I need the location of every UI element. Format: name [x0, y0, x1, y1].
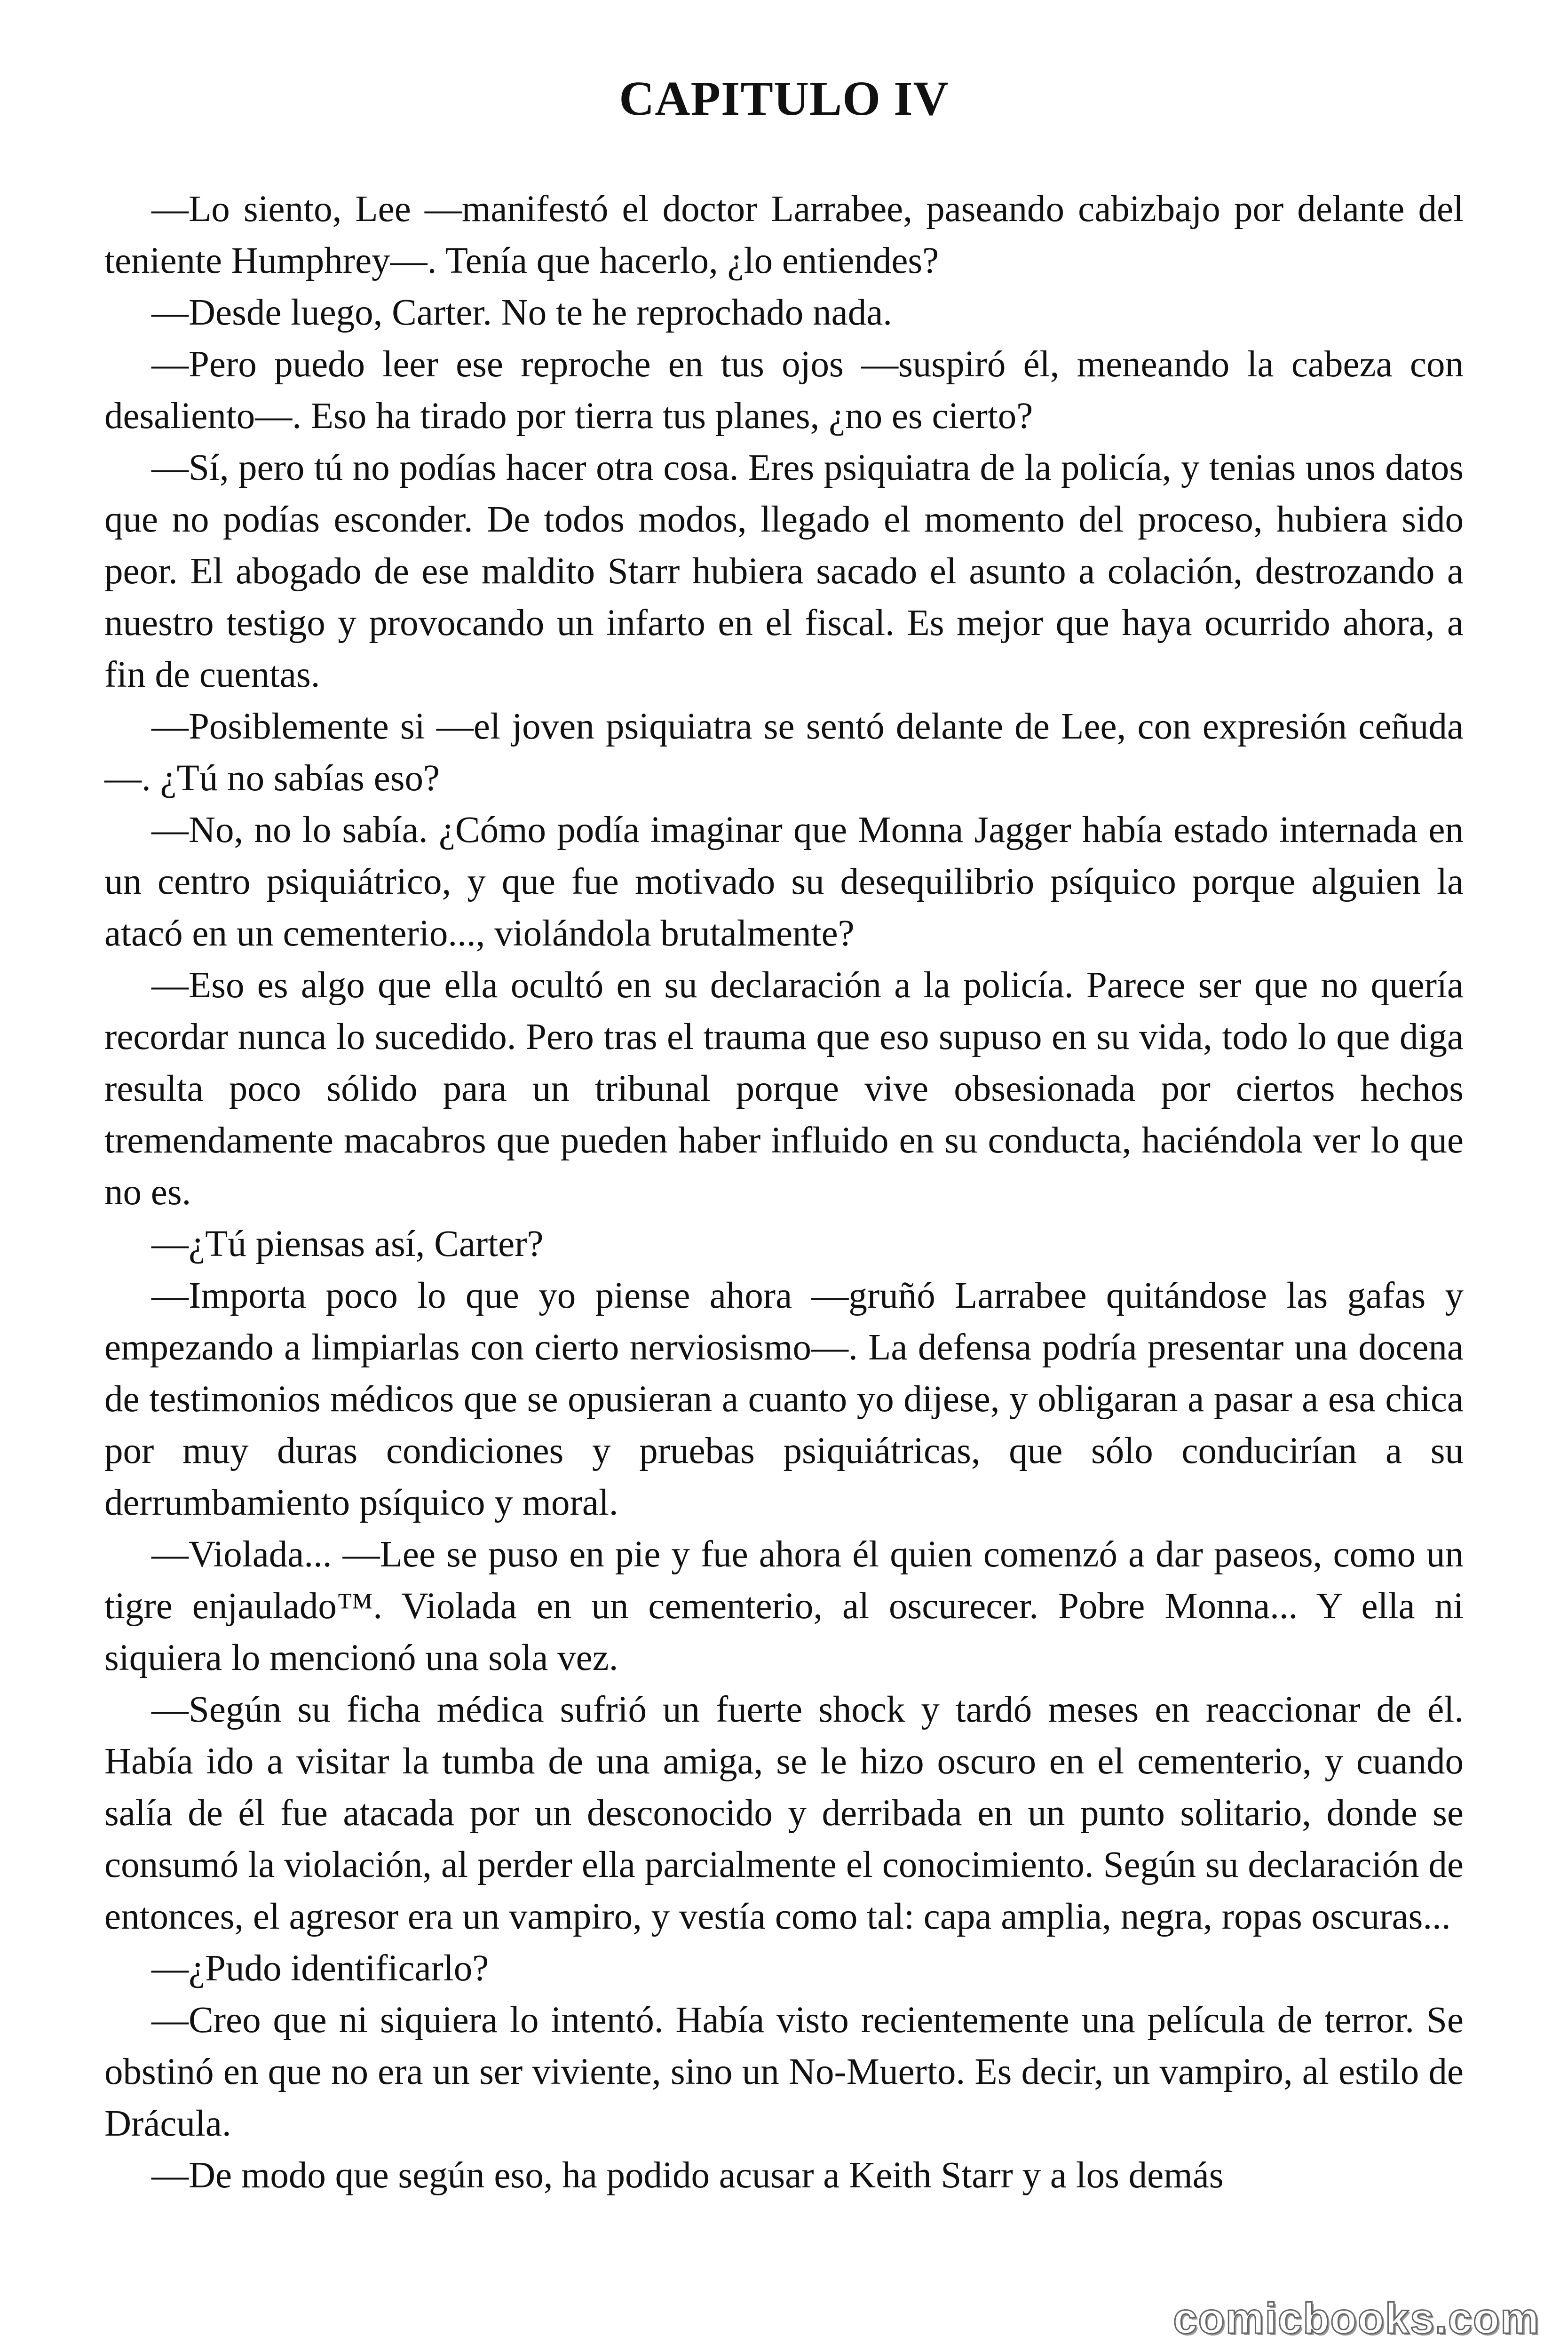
paragraph: —Según su ficha médica sufrió un fuerte shock y tardó meses en reaccionar de él. Había ido a visitar la tumba de una amiga, se le hizo oscuro en el cementerio, y cuando salía de él fue atacada por un desconocido y derribada en un punto solitario, donde se consumó la violación, al perder ella parcialmente el conocimiento. Según su declaración de entonces, el agresor era un vampiro, y vestía como tal: capa amplia, negra, ropas oscuras... — [104, 1689, 1464, 1937]
chapter-body — [104, 183, 1464, 2201]
paragraph: —Creo que ni siquiera lo intentó. Había visto recientemente una película de terror. Se obstinó en que no era un ser viviente, sino un No-Muerto. Es decir, un vampiro, al estilo de Drácula. — [104, 2000, 1464, 2144]
paragraph: —Importa poco lo que yo piense ahora —gruñó Larrabee quitándose las gafas y empezando a limpiarlas con cierto nerviosismo—. La defensa podría presentar una docena de testimonios médicos que se opusieran a cuanto yo dijese, y obligaran a pasar a esa chica por muy duras condiciones y pruebas psiquiátricas, que sólo conducirían a su derrumbamiento psíquico y moral. — [104, 1275, 1464, 1523]
paragraph: —Pero puedo leer ese reproche en tus ojos —suspiró él, meneando la cabeza con desaliento—. Eso ha tirado por tierra tus planes, ¿no es cierto? — [104, 344, 1464, 437]
paragraph: —No, no lo sabía. ¿Cómo podía imaginar que Monna Jagger había estado internada en un centro psiquiátrico, y que fue motivado su desequilibrio psíquico porque alguien la atacó en un cementerio..., violándola brutalmente? — [104, 810, 1464, 954]
watermark-logo: comicbooks.com — [1173, 2295, 1540, 2343]
paragraph: —Eso es algo que ella ocultó en su declaración a la policía. Parece ser que no quería recordar nunca lo sucedido. Pero tras el trauma que eso supuso en su vida, todo lo que diga resulta poco sólido para un tribunal porque vive obsesionada por ciertos hechos tremendamente macabros que pueden haber influido en su conducta, haciéndola ver lo que no es. — [104, 965, 1464, 1213]
paragraph: —Lo siento, Lee —manifestó el doctor Larrabee, paseando cabizbajo por delante del teniente Humphrey—. Tenía que hacerlo, ¿lo entiendes? — [104, 189, 1464, 281]
paragraph: —Violada... —Lee se puso en pie y fue ahora él quien comenzó a dar paseos, como un tigre enjaulado™. Violada en un cementerio, al oscurecer. Pobre Monna... Y ella ni siquiera lo mencionó una sola vez. — [104, 1534, 1464, 1678]
paragraph: —¿Tú piensas así, Carter? — [151, 1224, 544, 1264]
paragraph: —Desde luego, Carter. No te he reprochado nada. — [151, 292, 893, 333]
chapter-title: CAPITULO IV — [619, 72, 949, 126]
paragraph: —Posiblemente si —el joven psiquiatra se sentó delante de Lee, con expresión ceñuda—. ¿Tú no sabías eso? — [104, 706, 1464, 799]
paragraph: —De modo que según eso, ha podido acusar a Keith Starr y a los demás — [151, 2155, 1224, 2196]
paragraph: —Sí, pero tú no podías hacer otra cosa. Eres psiquiatra de la policía, y tenias unos datos que no podías esconder. De todos modos, llegado el momento del proceso, hubiera sido peor. El abogado de ese maldito Starr hubiera sacado el asunto a colación, destrozando a nuestro testigo y provocando un infarto en el fiscal. Es mejor que haya ocurrido ahora, a fin de cuentas. — [104, 447, 1464, 695]
paragraph: —¿Pudo identificarlo? — [151, 1948, 489, 1989]
